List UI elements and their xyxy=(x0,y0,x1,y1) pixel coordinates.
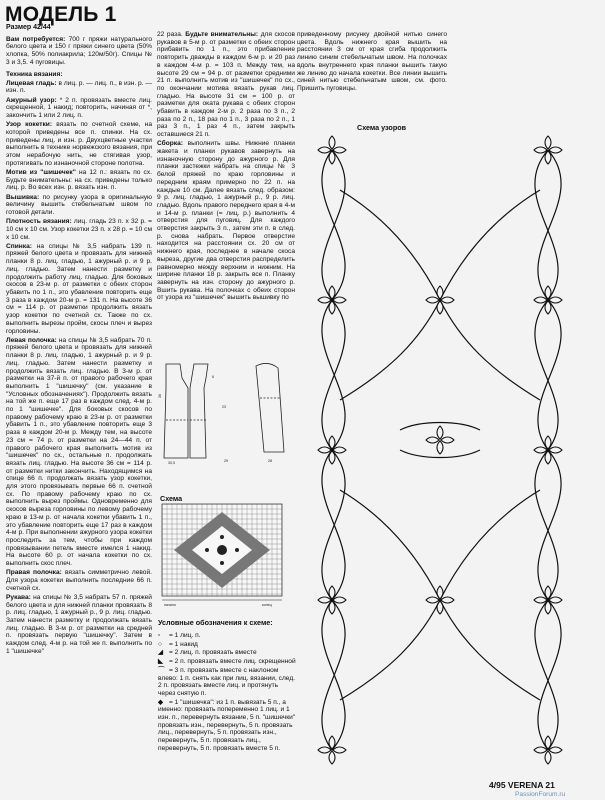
materials-label: Вам потребуется: xyxy=(6,35,66,43)
technique-item: Мотив из "шишечек" на 12 п.: вязать по сх. Будьте внимательны: на сх. приведены только лиц. р. Во всех изн. р. вязать изн. п. xyxy=(6,168,152,192)
k2tog-icon: ◢ xyxy=(158,649,164,657)
svg-text:29: 29 xyxy=(224,459,228,463)
legend-item: ⌒ = 3 п. провязать вместе с наклоном влево: 1 п. снять как при лиц. вязании, след. 2 п. провязать вместе лиц. и протянуть через снятую п. xyxy=(158,666,296,697)
section-paragraph: Левая полочка: на спицы № 3,5 набрать 70 п. пряжей белого цвета и провязать для нижней планки 8 р. лиц. гладью, 1 ажурный р. и 9 р. лиц. гладью. Затем нанести разметку и продолжить вязать лиц. гладью. В 3-м р. от разметки на 37-й п. от правого рабочего края выполнить 1 "шишечку" (см. указание в "Условных обозначениях"). Продолжить вязать на той же п. еще 17 раз в каждом след. 4-м р. по 1 "шишечке". Для боковых скосов по правому рабочему краю в 23-м р. от разметки убавить 1 п., это убавление повторить еще 3 раза в каждом 20-м р. Между тем, на высоте 23 см = 74 р. от разметки на 24—44 п. от правого рабочего края выполнить мотив из "шишечек" по сх., остальные п. продолжать вязать лиц. гладью. На высоте 36 см = 114 р. от разметки нитки закончить. Находящимся на спице 66 п. продолжать вязать узор кокетки, для этого провязывать первые 66 п. счетной сх. По правому рабочему краю по сх. выполнить вырез проймы. Одновременно для скосов выреза горловины по левому рабочему краю в 13-м р. от начала кокетки убавить 1 п., это убавление повторить еще 17 раз в каждом 4-м р. При выполнении ажурного узора кокетки проследить за тем, чтобы при каждом провязывании петель вместе имелся 1 накид. На высоте 60 р. от начала кокетки по сх. выполнить скос плеч. xyxy=(6,336,152,568)
page-title: МОДЕЛЬ 1 xyxy=(5,3,117,26)
legend xyxy=(158,632,296,754)
technique-item: Плотность вязания: лиц. гладь 23 п. x 32 р. = 10 см x 10 см. Узор кокетки 23 п. x 28 р. = 10 см x 10 см. xyxy=(6,218,152,241)
legend-item: ◆ = 1 "шишечка": из 1 п. вывязать 5 п., а именно: провязать попеременно 1 лиц. и 1 изн. п., перевернуть вязание, 5 п. "шишечки" провязать изн., перевернуть, 5 п. провязать лиц., перевернуть, 5 п. провязать изн., перевернуть, 5 п. провязать лиц., перевернуть, 5 п. провязать вместе 5 п. xyxy=(158,698,296,752)
technique-title: Техника вязания: xyxy=(6,70,63,78)
svg-text:начало: начало xyxy=(164,603,176,607)
legend-item: ▫ = 1 лиц. п. xyxy=(158,632,201,639)
materials-text: 700 г пряжи натурального белого цвета и 150 г пряжи синего цвета (50% хлопка, 50% полиакрила; 120м/50г). Спицы № 3 и 3,5. 4 пуговицы. xyxy=(6,35,152,66)
materials-paragraph xyxy=(6,36,152,67)
section-paragraph: Рукава: на спицы № 3,5 набрать 57 п. пряжей белого цвета и для нижней планки провязать 8 р. лиц. гладью, 1 ажурный р., 9 р. лиц. гладью. Затем нанести разметку и продолжать вязать лиц. гладью. В 3-м р. от разметки на средней п. провязать первую "шишечку". Затем в каждом след. 4-м р. на той же п. выполнить по 1 "шишечке" xyxy=(6,593,152,655)
section-paragraph: 22 раза. Будьте внимательны: для скосов рукавов в 5-м р. от разметки с обеих сторон прибавить по 1 п., это прибавление повторить дважды в каждом 6-м р. и 20 раз в каждом 4-м р. = 103 п. Между тем, на высоте 29 см = 94 р. от разметки средними 21 п. выполнить мотив из "шишечек" по сх., по окончании мотива вязать рукав лиц. гладью. На высоте 31 см = 100 р. от разметки для оката рукава с обеих сторон убавить в каждом 2-м р. 2 раза по 3 п., 2 раза по 2 п., 18 раз по 1 п., 3 раза по 2 п., 1 раз 3 п., 1 раз 4 п., затем закрыть оставшиеся 21 п. xyxy=(157,31,295,139)
svg-text:36: 36 xyxy=(158,394,162,398)
svg-text:28: 28 xyxy=(268,459,272,463)
column-right xyxy=(297,31,447,94)
scheme-title: Схема xyxy=(160,494,183,503)
legend-title: Условные обозначения к схеме: xyxy=(158,618,273,627)
legend-item: ○ = 1 накид xyxy=(158,640,198,648)
section-paragraph: Спинка: на спицы № 3,5 набрать 139 п. пряжей белого цвета и провязать для нижней планки 8 р. лиц. гладью, 1 ажурный р. и 9 р. лиц. гладью. Затем нанести разметку и продолжить работу лиц. гладью. Для боковых скосов в 23-м р. от разметки с обеих сторон убавить по 1 п., это убавление повторить еще 3 раза в каждом 20-м р. = 131 п. На высоте 36 см = 114 р. от разметки продолжить вязать узор кокетки по счетной сх. Также по сх. выполнить вырезы пройм, скосы плеч и вырез горловины. xyxy=(6,242,152,335)
section-paragraph: Сборка: выполнить швы. Нижние планки жакета и планки рукавов завернуть на изнаночную сторону до ажурного р. Для планки застежки набрать на спицы № 3 белой пряжей по краю горловины и передним краям примерно по 22 п. на каждые 10 см. Далее вязать след. образом: 9 р. лиц. гладью, 1 ажурный р., 9 р. лиц. гладью. Вдоль правого переднего края в 4-м и 14-м р. планки (= лиц. р.) выполнить 4 отверстия для пуговиц. Для каждого отверстия закрыть 3 п., затем эти п. в след. р. снова набрать. Первое отверстие находится на расстоянии сх. 20 см от нижнего края, последнее в начале скоса выреза, другие два отверстия распределить равномерно между верхним и нижним. На ширине планки 18 р. закрыть все п. Планку завернуть на изн. сторону до ажурного р. Вшить рукава. На полочках с обеих сторон от узора из "шишечек" вышить вышивку по xyxy=(157,140,295,302)
yarn-over-icon: ○ xyxy=(158,640,162,648)
technique-item: Узор кокетки: вязать по счетной схеме, на которой приведены все п. спинки. На сх. приведены лиц. и изн. р. Двухцветные участки выполнить в технике норвежского вязания, при этом нерабочую нить, не стягивая узор, протягивать по изнаночной стороне полотна. xyxy=(6,121,152,167)
svg-text:6: 6 xyxy=(212,375,214,379)
knit-stitch-icon: ▫ xyxy=(158,632,161,639)
column-middle xyxy=(157,31,295,304)
pattern-title: Схема узоров xyxy=(357,123,407,132)
column-left xyxy=(6,24,152,657)
legend-item: ◢ = 2 лиц. п. провязать вместе xyxy=(158,649,257,657)
knitting-chart xyxy=(162,504,292,608)
technique-item: Ажурный узор: * 2 п. провязать вместе лиц. скрещенной, 1 накид; повторить, начиная от *, закончить 1 или 2 лиц. п. xyxy=(6,96,152,120)
bobble-icon: ◆ xyxy=(158,698,164,706)
technique-item: Лицевая гладь: в лиц. р. — лиц. п., в изн. р. — изн. п. xyxy=(6,79,152,95)
section-paragraph: Правая полочка: вязать симметрично левой. Для узора кокетки выполнить последние 66 п. счетной сх. xyxy=(6,569,152,592)
size-label: Размер 42/44 xyxy=(6,24,51,31)
legend-item: ◣ = 2 п. провязать вместе лиц. скрещенной xyxy=(158,658,296,666)
k2tog-tbl-icon: ◣ xyxy=(158,658,164,666)
page-footer: 4/95 VERENA 21 xyxy=(489,780,555,790)
watermark: PassionForum.ru xyxy=(515,791,566,798)
svg-text:конец: конец xyxy=(262,603,272,607)
embroidery-pattern xyxy=(300,130,600,780)
technique-item: Вышивка: по рисунку узора в оригинальную величину вышить стебельчатым швом по готовой детали. xyxy=(6,193,152,216)
garment-schematic xyxy=(160,358,292,468)
sk2p-icon: ⌒ xyxy=(158,666,165,674)
svg-text:30,5: 30,5 xyxy=(168,461,175,465)
embroidery-paragraph: приведенному рисунку двойной нитью синего цвета. Вдоль нижнего края вышить на расстоянии 3 см от края сгиба продолжить линию синим стебельчатым швом. На полочках вдоль внутреннего края планки вышить такую же линию до начала кокетки. Все линии вышить синей нитью стебельчатым швом, см. фото. Пришить пуговицы. xyxy=(297,31,447,92)
svg-text:23: 23 xyxy=(222,405,226,409)
